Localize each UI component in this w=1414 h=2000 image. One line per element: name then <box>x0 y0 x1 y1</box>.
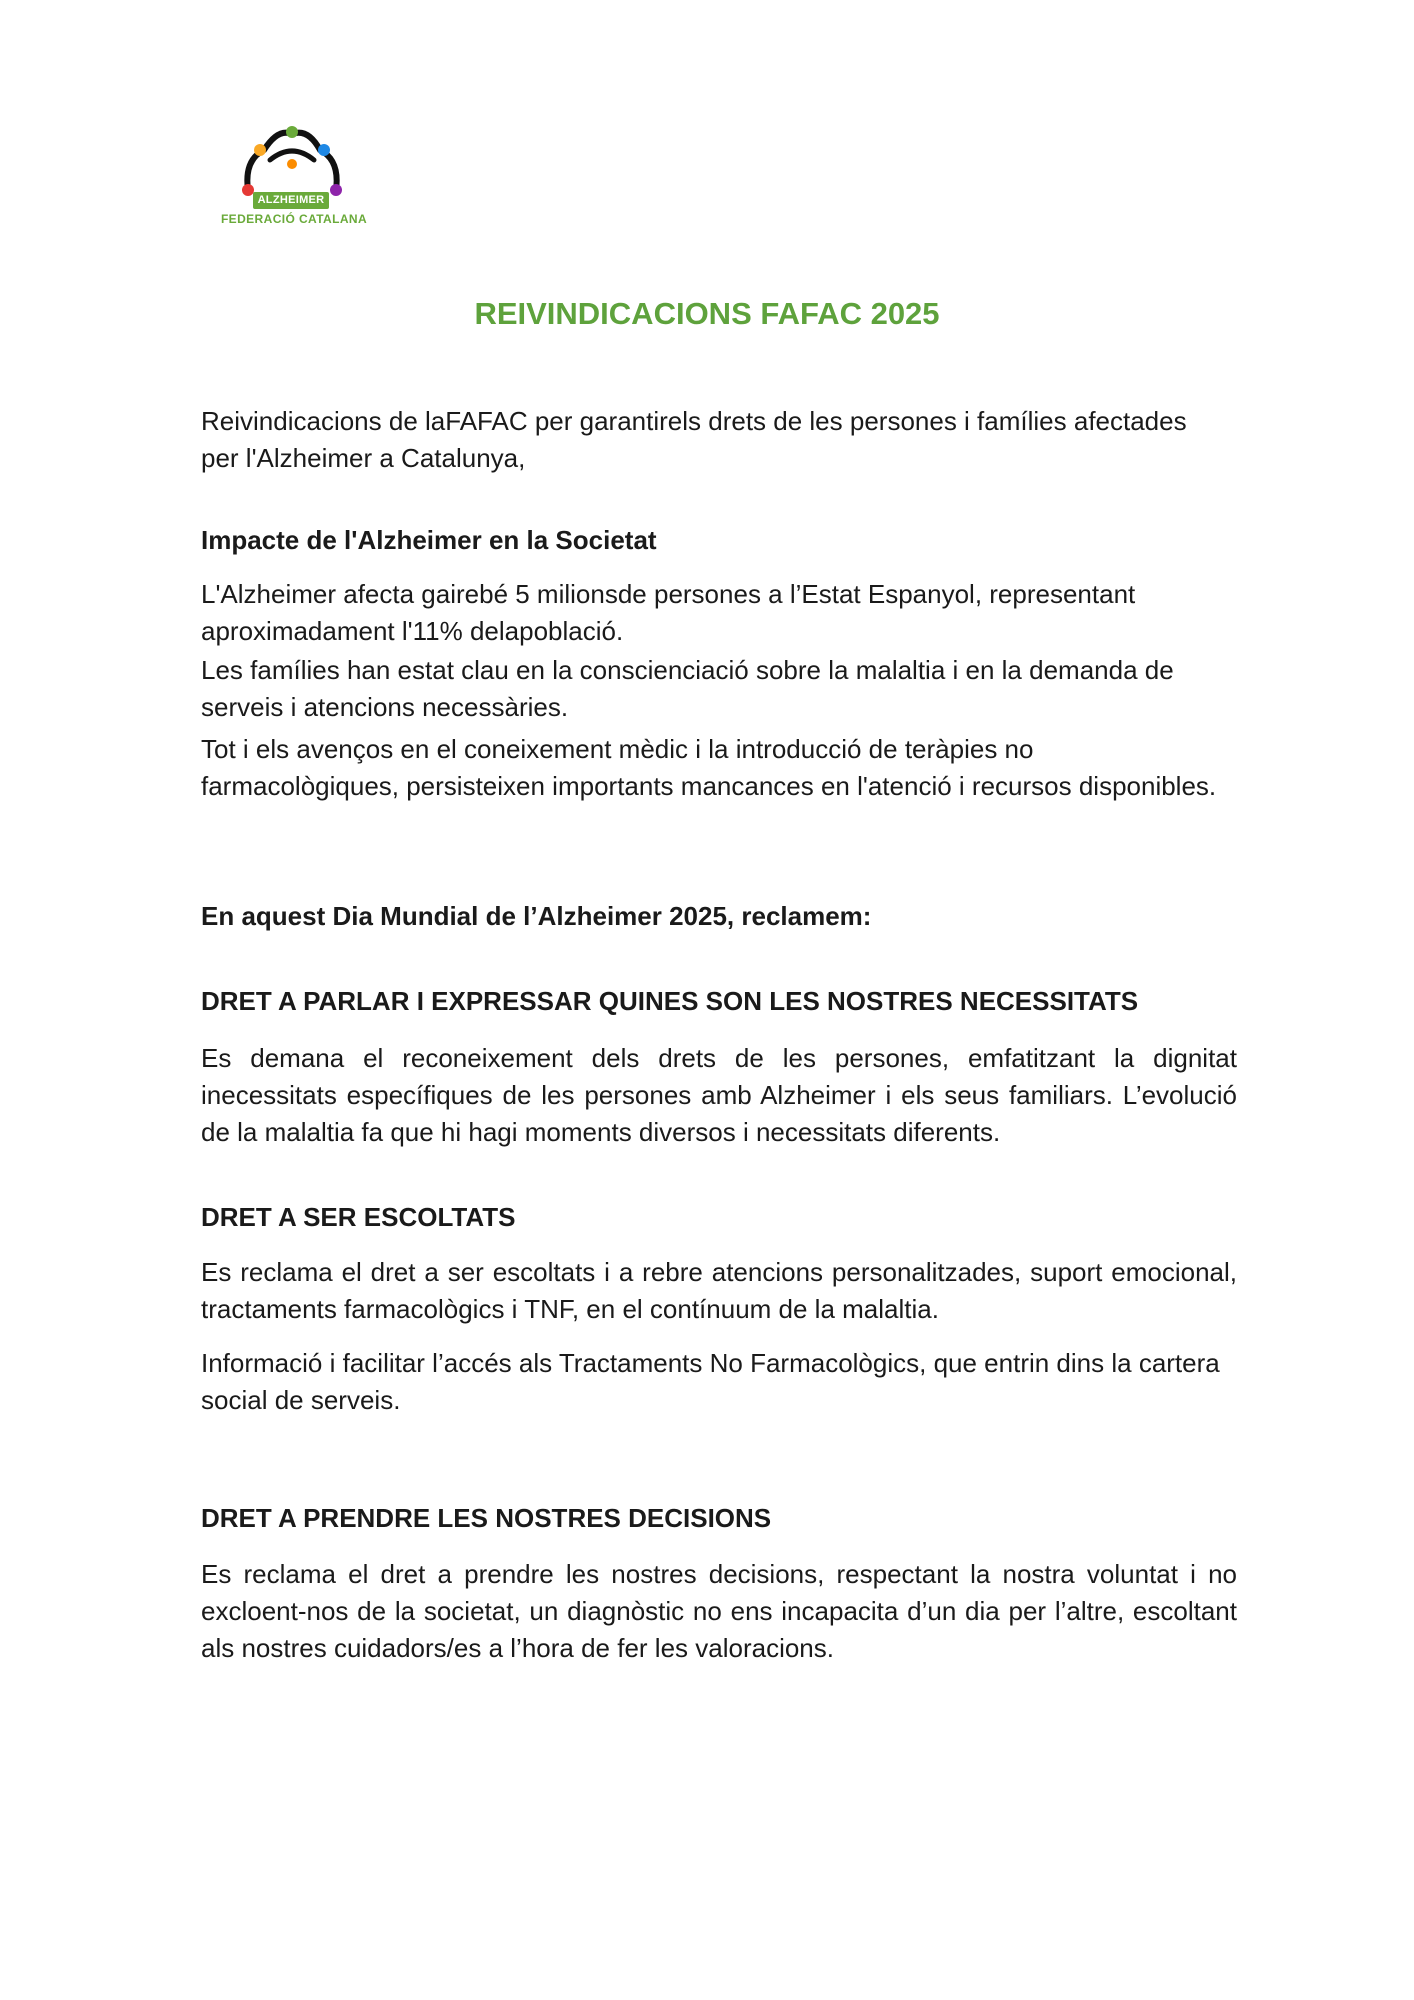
right-1-heading: DRET A PARLAR I EXPRESSAR QUINES SON LES NOSTRES NECESSITATS <box>201 986 1139 1016</box>
right-2-body: Es reclama el dret a ser escoltats i a rebre atencions personalitzades, suport emocional, tractaments farmacològics i TNF, en el contínuum de la malaltia. <box>201 1257 1237 1324</box>
logo-label: ALZHEIMER <box>253 192 329 209</box>
impact-heading: Impacte de l'Alzheimer en la Societat <box>201 525 657 555</box>
document-title: REIVINDICACIONS FAFAC 2025 <box>474 296 940 331</box>
logo-subtitle: FEDERACIÓ CATALANA <box>220 212 368 226</box>
impact-paragraph-3: Tot i els avenços en el coneixement mèdic i la introducció de teràpies no farmacològiques, persisteixen importants mancances en l'atenció i recursos disponibles. <box>201 734 1217 801</box>
right-2-heading: DRET A SER ESCOLTATS <box>201 1202 516 1232</box>
right-3-body: Es reclama el dret a prendre les nostres decisions, respectant la nostra voluntat i no excloent-nos de la societat, un diagnòstic no ens incapacita d’un dia per l’altre, escoltant als nostres cuidadors/es a l’hora de fer les valoracions. <box>201 1559 1237 1663</box>
impact-paragraph-2: Les famílies han estat clau en la conscienciació sobre la malaltia i en la demanda de serveis i atencions necessàries. <box>201 655 1174 722</box>
right-3-heading: DRET A PRENDRE LES NOSTRES DECISIONS <box>201 1503 772 1533</box>
intro-paragraph: Reivindicacions de laFAFAC per garantirels drets de les persones i famílies afectades per l'Alzheimer a Catalunya, <box>201 406 1187 473</box>
logo-figures-icon <box>208 120 378 200</box>
federation-logo <box>208 120 378 230</box>
right-1-body: Es demana el reconeixement dels drets de les persones, emfatitzant la dignitat inecessitats específiques de les persones amb Alzheimer i els seus familiars. L’evolució de la malaltia fa que hi hagi moments diversos i necessitats diferents. <box>201 1043 1237 1147</box>
right-2-body-2: Informació i facilitar l’accés als Tractaments No Farmacològics, que entrin dins la cartera social de serveis. <box>201 1348 1220 1415</box>
impact-paragraph-1: L'Alzheimer afecta gairebé 5 milionsde persones a l’Estat Espanyol, representant aproximadament l'11% delapoblació. <box>201 579 1136 646</box>
claim-heading: En aquest Dia Mundial de l’Alzheimer 2025, reclamem: <box>201 901 872 931</box>
